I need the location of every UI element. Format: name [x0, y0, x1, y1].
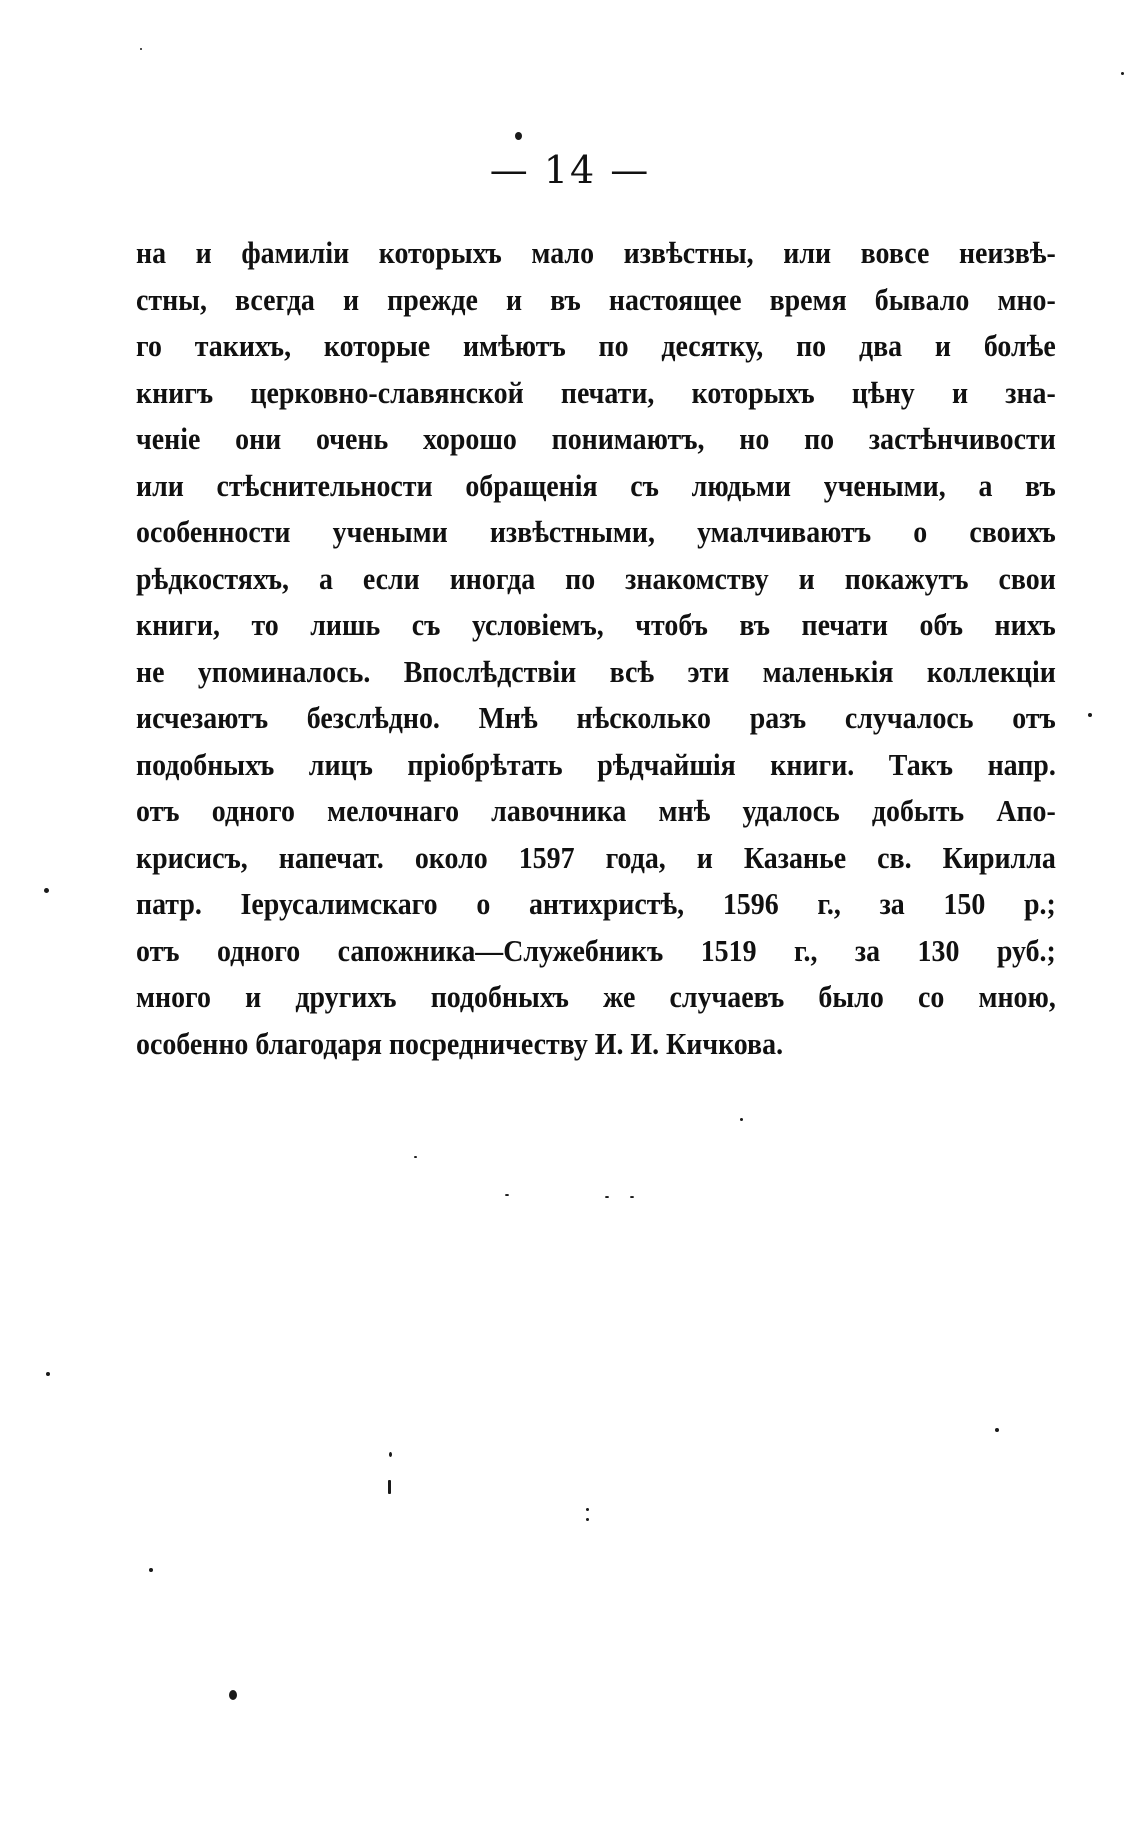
- scan-speck: [605, 1196, 609, 1198]
- scan-speck: [140, 48, 142, 50]
- scan-speck: [1121, 72, 1124, 75]
- text-line: особенно благодаря посредничеству И. И. Кичкова.: [136, 1025, 784, 1061]
- text-line: не упоминалось. Впослѣдствіи всѣ эти маленькія коллекціи: [136, 653, 1056, 689]
- scan-speck: [505, 1194, 509, 1196]
- text-line: патр. Іерусалимскаго о антихристѣ, 1596 г., за 150 р.;: [136, 886, 1056, 921]
- scan-speck: [389, 1452, 392, 1457]
- scan-speck: [414, 1156, 417, 1158]
- scan-speck: [630, 1196, 634, 1198]
- scan-speck: [740, 1118, 743, 1121]
- text-line: или стѣснительности обращенія съ людьми учеными, а въ: [136, 467, 1056, 503]
- page-number: — 14 —: [489, 148, 651, 192]
- text-line: особенности учеными извѣстными, умалчиваютъ о своихъ: [136, 514, 1056, 549]
- text-line: на и фамиліи которыхъ мало извѣстны, или вовсе неизвѣ-: [136, 235, 1056, 270]
- text-line: книгъ церковно-славянской печати, которыхъ цѣну и зна-: [136, 374, 1056, 410]
- text-line: го такихъ, которые имѣютъ по десятку, по два и болѣе: [136, 328, 1056, 363]
- scan-speck: [586, 1508, 589, 1511]
- text-line: отъ одного сапожника—Служебникъ 1519 г., за 130 руб.;: [136, 932, 1056, 968]
- scan-speck: [388, 1480, 391, 1494]
- scan-speck: [515, 132, 522, 140]
- text-line: ченіе они очень хорошо понимаютъ, но по застѣнчивости: [136, 421, 1056, 456]
- scan-speck: [586, 1518, 589, 1521]
- text-line: исчезаютъ безслѣдно. Мнѣ нѣсколько разъ случалось отъ: [136, 700, 1056, 735]
- text-line: отъ одного мелочнаго лавочника мнѣ удалось добыть Апо-: [136, 793, 1056, 828]
- text-line: стны, всегда и прежде и въ настоящее время бывало мно-: [136, 281, 1056, 317]
- scan-speck: [1088, 713, 1092, 717]
- text-line: крисисъ, напечат. около 1597 года, и Казанье св. Кирилла: [136, 839, 1056, 875]
- scan-speck: [995, 1428, 999, 1432]
- text-line: книги, то лишь съ условіемъ, чтобъ въ печати объ нихъ: [136, 607, 1056, 642]
- text-line: рѣдкостяхъ, а если иногда по знакомству и покажутъ свои: [136, 560, 1056, 596]
- body-paragraph: [136, 230, 1056, 1067]
- scan-speck: [149, 1568, 153, 1572]
- scan-speck: [44, 888, 49, 893]
- text-line: подобныхъ лицъ пріобрѣтать рѣдчайшія книги. Такъ напр.: [136, 746, 1056, 782]
- scan-speck: [229, 1690, 237, 1700]
- text-line: много и другихъ подобныхъ же случаевъ было со мною,: [136, 979, 1056, 1014]
- scan-speck: [46, 1372, 50, 1376]
